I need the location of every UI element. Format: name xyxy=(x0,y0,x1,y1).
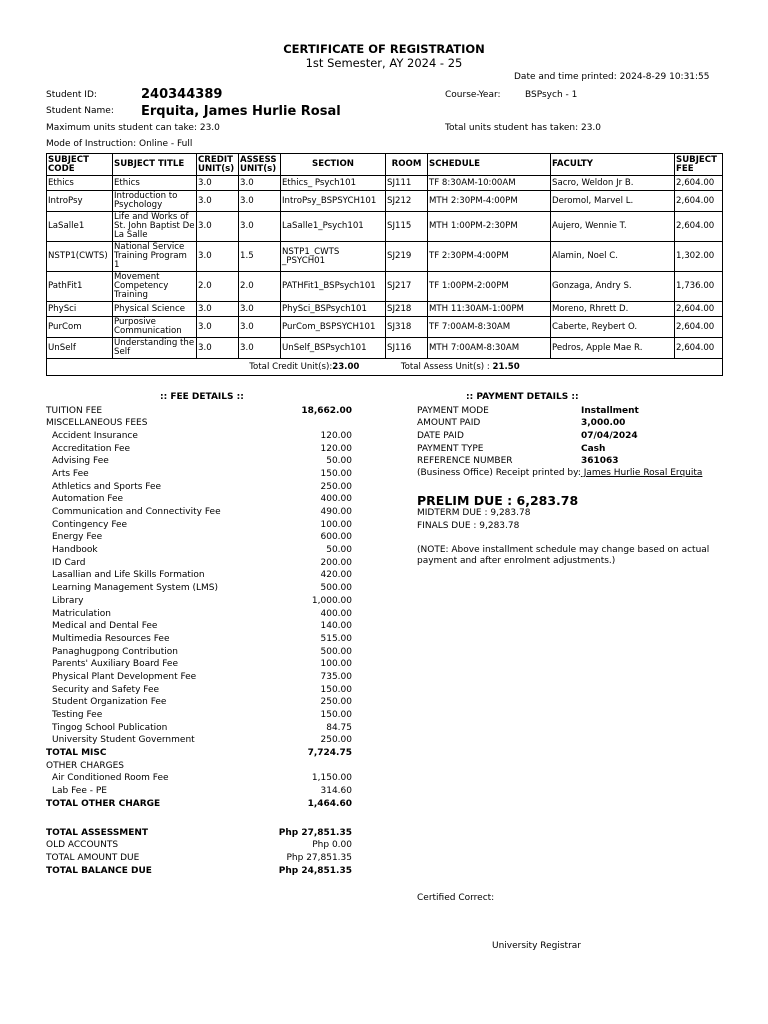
cell-faculty: Deromol, Marvel L. xyxy=(551,191,675,212)
fee-row xyxy=(46,734,352,747)
cell-room: SJ218 xyxy=(386,302,428,317)
fee-label: TOTAL OTHER CHARGE xyxy=(46,798,161,809)
cell-faculty: Alamin, Noel C. xyxy=(551,242,675,272)
payment-details-heading: :: PAYMENT DETAILS :: xyxy=(466,392,579,402)
fee-label: Arts Fee xyxy=(52,468,89,479)
cell-room: SJ217 xyxy=(386,272,428,302)
cell-title: Life and Works of St. John Baptist De La Salle xyxy=(114,212,195,240)
fee-amount: 200.00 xyxy=(320,557,352,568)
reference-number-label: REFERENCE NUMBER xyxy=(417,456,513,467)
fee-label: TUITION FEE xyxy=(46,405,103,416)
cell-section: UnSelf_BSPsych101 xyxy=(281,338,386,359)
fee-amount: 400.00 xyxy=(320,608,352,619)
fee-label: Matriculation xyxy=(52,608,111,619)
col-header-title: SUBJECT TITLE xyxy=(113,154,197,176)
total-units: Total units student has taken: 23.0 xyxy=(445,123,602,133)
cell-code: UnSelf xyxy=(47,338,113,359)
fee-label: Security and Safety Fee xyxy=(52,684,160,695)
col-header-code: SUBJECT CODE xyxy=(47,154,113,176)
cell-faculty: Gonzaga, Andry S. xyxy=(551,272,675,302)
fee-amount: 500.00 xyxy=(320,646,352,657)
fee-amount: 50.00 xyxy=(326,545,352,556)
fee-row xyxy=(46,684,352,697)
fee-label: Accreditation Fee xyxy=(52,443,131,454)
cell-section: PhySci_BSPsych101 xyxy=(281,302,386,317)
fee-label: MISCELLANEOUS FEES xyxy=(46,418,148,429)
cell-assess: 3.0 xyxy=(239,176,281,191)
fee-amount: Php 27,851.35 xyxy=(278,827,352,838)
totals-cell xyxy=(47,359,723,376)
table-totals-row xyxy=(47,359,723,376)
fee-amount: 7,724.75 xyxy=(307,748,352,759)
fee-row xyxy=(46,455,352,468)
table-row xyxy=(47,272,723,302)
cell-credit: 3.0 xyxy=(197,176,239,191)
fee-amount: Php 0.00 xyxy=(312,840,352,851)
fee-row-total-assessment xyxy=(46,827,352,840)
fee-amount: 1,464.60 xyxy=(307,798,352,809)
fee-amount: 250.00 xyxy=(320,481,352,492)
col-header-room: ROOM xyxy=(386,154,428,176)
reference-number-row xyxy=(417,455,717,468)
cell-schedule: TF 2:30PM-4:00PM xyxy=(428,242,551,272)
col-header-assess: ASSESS UNIT(s) xyxy=(239,154,281,176)
table-row xyxy=(47,176,723,191)
total-assess-value: 21.50 xyxy=(492,361,520,372)
fee-row-total-balance xyxy=(46,865,352,878)
cell-title: Purposive Communication xyxy=(113,317,197,338)
fee-amount: 735.00 xyxy=(320,671,352,682)
col-header-fee: SUBJECT FEE xyxy=(675,154,723,176)
fee-label: Athletics and Sports Fee xyxy=(52,481,162,492)
fee-label: Student Organization Fee xyxy=(52,697,167,708)
fee-row xyxy=(46,646,352,659)
fee-row xyxy=(46,544,352,557)
fee-label: University Student Government xyxy=(52,735,195,746)
fee-amount: 150.00 xyxy=(320,684,352,695)
date-printed: Date and time printed: 2024-8-29 10:31:55 xyxy=(514,72,710,82)
date-paid-row xyxy=(417,430,717,443)
student-id-label: Student ID: xyxy=(46,90,97,100)
cell-title: National Service Training Program 1 xyxy=(113,242,197,272)
fee-amount: Php 24,851.35 xyxy=(278,865,352,876)
fee-row-total-other xyxy=(46,798,352,811)
total-assess-label: Total Assess Unit(s) : xyxy=(400,361,490,372)
fee-row-misc-heading xyxy=(46,417,352,430)
fee-amount: Php 27,851.35 xyxy=(286,852,352,863)
cell-schedule: TF 8:30AM-10:00AM xyxy=(428,176,551,191)
fee-label: Testing Fee xyxy=(52,710,103,720)
course-year-value: BSPsych - 1 xyxy=(525,90,578,100)
fee-row xyxy=(46,481,352,494)
fee-label: OTHER CHARGES xyxy=(46,760,124,771)
cell-code: Ethics xyxy=(47,176,113,191)
fee-label: TOTAL ASSESSMENT xyxy=(46,827,149,838)
cell-credit: 3.0 xyxy=(197,302,239,317)
cell-assess: 3.0 xyxy=(239,212,281,242)
fee-label: Medical and Dental Fee xyxy=(52,621,158,632)
cell-faculty: Aujero, Wennie T. xyxy=(551,212,675,242)
cell-code: PathFit1 xyxy=(47,272,113,302)
fee-row-total-amount-due xyxy=(46,852,352,865)
student-id-value: 240344389 xyxy=(141,87,223,102)
cell-fee: 2,604.00 xyxy=(675,176,723,191)
cell-schedule: MTH 11:30AM-1:00PM xyxy=(428,302,551,317)
finals-due: FINALS DUE : 9,283.78 xyxy=(417,521,520,531)
cell-credit: 3.0 xyxy=(197,338,239,359)
cell-credit: 3.0 xyxy=(197,317,239,338)
fee-amount: 250.00 xyxy=(320,697,352,708)
date-paid-value: 07/04/2024 xyxy=(581,430,638,441)
fee-row-other-heading xyxy=(46,760,352,773)
fee-label: Contingency Fee xyxy=(52,519,128,530)
cell-title: Introduction to Psychology xyxy=(113,191,197,212)
cell-credit: 2.0 xyxy=(197,272,239,302)
fee-row xyxy=(46,493,352,506)
cell-title: Physical Science xyxy=(113,302,197,317)
fee-row xyxy=(46,430,352,443)
fee-label: OLD ACCOUNTS xyxy=(46,840,119,851)
payment-mode-row xyxy=(417,405,717,418)
table-header-row xyxy=(47,154,723,176)
cell-code: PhySci xyxy=(47,302,113,317)
fee-amount: 1,150.00 xyxy=(311,773,352,784)
fee-label: Automation Fee xyxy=(52,494,124,505)
amount-paid-value: 3,000.00 xyxy=(581,418,626,429)
cell-credit: 3.0 xyxy=(197,212,239,242)
fee-label: Physical Plant Development Fee xyxy=(52,671,197,682)
fee-amount: 250.00 xyxy=(320,735,352,746)
table-row xyxy=(47,317,723,338)
fee-amount: 140.00 xyxy=(320,621,352,632)
payment-mode-value: Installment xyxy=(581,405,639,416)
fee-row xyxy=(46,557,352,570)
cell-faculty: Caberte, Reybert O. xyxy=(551,317,675,338)
cell-code: NSTP1(CWTS) xyxy=(47,242,113,272)
fee-label: Air Conditioned Room Fee xyxy=(52,773,169,784)
payment-type-label: PAYMENT TYPE xyxy=(417,443,484,454)
amount-paid-label: AMOUNT PAID xyxy=(417,418,481,429)
table-row xyxy=(47,302,723,317)
fee-amount: 420.00 xyxy=(320,570,352,581)
fee-label: Multimedia Resources Fee xyxy=(52,633,170,644)
fee-label: TOTAL BALANCE DUE xyxy=(46,865,152,876)
cell-faculty: Sacro, Weldon Jr B. xyxy=(551,176,675,191)
fee-row xyxy=(46,722,352,735)
table-row xyxy=(47,212,723,242)
fee-row-tuition xyxy=(46,405,352,418)
fee-row xyxy=(46,608,352,621)
cell-schedule: TF 1:00PM-2:00PM xyxy=(428,272,551,302)
cell-schedule: TF 7:00AM-8:30AM xyxy=(428,317,551,338)
subjects-table xyxy=(46,153,723,376)
cell-section: IntroPsy_BSPSYCH101 xyxy=(281,191,386,212)
fee-amount: 490.00 xyxy=(320,507,352,517)
fee-label: Parents' Auxiliary Board Fee xyxy=(52,659,178,670)
cell-schedule: MTH 1:00PM-2:30PM xyxy=(428,212,551,242)
col-header-faculty: FACULTY xyxy=(551,154,675,176)
fee-label: Accident Insurance xyxy=(52,430,138,441)
cell-code: IntroPsy xyxy=(47,191,113,212)
cell-assess: 3.0 xyxy=(239,338,281,359)
fee-amount: 120.00 xyxy=(320,430,352,441)
receipt-label: (Business Office) Receipt printed by: xyxy=(417,468,581,478)
fee-label: Library xyxy=(52,595,84,606)
table-row xyxy=(47,242,723,272)
cell-fee: 2,604.00 xyxy=(675,317,723,338)
col-header-section: SECTION xyxy=(281,154,386,176)
fee-amount: 100.00 xyxy=(320,519,352,530)
cell-code: LaSalle1 xyxy=(47,212,113,242)
payment-mode-label: PAYMENT MODE xyxy=(417,405,489,416)
cell-room: SJ318 xyxy=(386,317,428,338)
fee-label: Advising Fee xyxy=(52,456,109,467)
fee-row xyxy=(46,519,352,532)
cell-credit: 3.0 xyxy=(197,242,239,272)
receipt-name: James Hurlie Rosal Erquita xyxy=(580,468,703,478)
cell-room: SJ219 xyxy=(386,242,428,272)
cell-room: SJ212 xyxy=(386,191,428,212)
cell-faculty: Moreno, Rhrett D. xyxy=(551,302,675,317)
cell-credit: 3.0 xyxy=(197,191,239,212)
cell-fee: 2,604.00 xyxy=(675,191,723,212)
fee-label: Communication and Connectivity Fee xyxy=(52,507,221,517)
fee-amount: 500.00 xyxy=(320,583,352,594)
fee-amount: 150.00 xyxy=(320,710,352,720)
prelim-due: PRELIM DUE : 6,283.78 xyxy=(417,493,579,508)
fee-amount: 600.00 xyxy=(320,532,352,543)
cell-room: SJ116 xyxy=(386,338,428,359)
fee-amount: 100.00 xyxy=(320,659,352,670)
fee-label: TOTAL MISC xyxy=(46,748,107,759)
amount-paid-row xyxy=(417,417,717,430)
cell-section: NSTP1_CWTS _PSYCH01 xyxy=(281,242,386,272)
cell-fee: 1,736.00 xyxy=(675,272,723,302)
cell-room: SJ111 xyxy=(386,176,428,191)
payment-type-value: Cash xyxy=(581,443,606,454)
fee-row xyxy=(46,582,352,595)
fee-amount: 1,000.00 xyxy=(311,595,352,606)
fee-amount: 314.60 xyxy=(320,786,352,797)
fee-row xyxy=(46,772,352,785)
fee-label: Tingog School Publication xyxy=(52,722,168,733)
fee-row xyxy=(46,468,352,481)
receipt-printed-by xyxy=(417,468,702,478)
fee-amount: 18,662.00 xyxy=(301,405,352,416)
cell-section: PurCom_BSPSYCH101 xyxy=(281,317,386,338)
fee-label: Energy Fee xyxy=(52,532,103,543)
cell-title: Understanding the Self xyxy=(113,338,197,359)
cell-schedule: MTH 2:30PM-4:00PM xyxy=(428,191,551,212)
midterm-due: MIDTERM DUE : 9,283.78 xyxy=(417,508,531,518)
cell-assess: 2.0 xyxy=(239,272,281,302)
table-row xyxy=(47,191,723,212)
fee-amount: 50.00 xyxy=(326,456,352,467)
installment-note: (NOTE: Above installment schedule may change based on actual payment and after enrolment adjustments.) xyxy=(417,545,710,566)
fee-label: Lasallian and Life Skills Formation xyxy=(52,570,205,581)
fee-amount: 400.00 xyxy=(320,494,352,505)
cell-room: SJ115 xyxy=(386,212,428,242)
fee-row-total-misc xyxy=(46,747,352,760)
total-credit-label: Total Credit Unit(s): xyxy=(249,361,333,372)
cell-fee: 1,302.00 xyxy=(675,242,723,272)
cell-schedule: MTH 7:00AM-8:30AM xyxy=(428,338,551,359)
cell-code: PurCom xyxy=(47,317,113,338)
fee-label: Handbook xyxy=(52,545,98,556)
fee-row xyxy=(46,595,352,608)
course-year-label: Course-Year: xyxy=(445,90,501,100)
fee-amount: 515.00 xyxy=(320,633,352,644)
cell-assess: 3.0 xyxy=(239,191,281,212)
fee-row xyxy=(46,658,352,671)
cell-assess: 3.0 xyxy=(239,302,281,317)
fee-row xyxy=(46,569,352,582)
payment-type-row xyxy=(417,443,717,456)
fee-row xyxy=(46,671,352,684)
reference-number-value: 361063 xyxy=(581,456,619,467)
cell-section: PATHFit1_BSPsych101 xyxy=(281,272,386,302)
fee-label: Panaghugpong Contribution xyxy=(52,646,178,657)
cell-section: LaSalle1_Psych101 xyxy=(281,212,386,242)
fee-label: Lab Fee - PE xyxy=(52,786,107,797)
fee-amount: 150.00 xyxy=(320,468,352,479)
total-credit-value: 23.00 xyxy=(332,361,360,372)
university-registrar: University Registrar xyxy=(492,941,581,951)
student-name-value: Erquita, James Hurlie Rosal xyxy=(141,104,341,119)
col-header-schedule: SCHEDULE xyxy=(428,154,551,176)
fee-row xyxy=(46,531,352,544)
fee-row xyxy=(46,696,352,709)
fee-details-list xyxy=(46,405,352,878)
fee-row xyxy=(46,506,352,519)
col-header-credit: CREDIT UNIT(s) xyxy=(197,154,239,176)
fee-amount: 120.00 xyxy=(320,443,352,454)
fee-row-old-accounts xyxy=(46,839,352,852)
table-row xyxy=(47,338,723,359)
document-subtitle: 1st Semester, AY 2024 - 25 xyxy=(305,56,463,70)
fee-amount: 84.75 xyxy=(326,722,352,733)
fee-label: Learning Management System (LMS) xyxy=(52,583,219,594)
cell-faculty: Pedros, Apple Mae R. xyxy=(551,338,675,359)
cell-title: Movement Competency Training xyxy=(113,272,197,302)
mode-of-instruction: Mode of Instruction: Online - Full xyxy=(46,139,193,149)
certified-correct: Certified Correct: xyxy=(417,893,495,903)
student-name-label: Student Name: xyxy=(46,106,114,116)
fee-details-heading: :: FEE DETAILS :: xyxy=(160,392,244,402)
max-units: Maximum units student can take: 23.0 xyxy=(46,123,220,133)
fee-row xyxy=(46,620,352,633)
cell-fee: 2,604.00 xyxy=(675,212,723,242)
fee-row xyxy=(46,633,352,646)
fee-row xyxy=(46,785,352,798)
cell-section: Ethics_ Psych101 xyxy=(281,176,386,191)
fee-label: TOTAL AMOUNT DUE xyxy=(46,852,140,863)
date-paid-label: DATE PAID xyxy=(417,430,464,441)
fee-row xyxy=(46,443,352,456)
cell-assess: 3.0 xyxy=(239,317,281,338)
cell-fee: 2,604.00 xyxy=(675,338,723,359)
cell-fee: 2,604.00 xyxy=(675,302,723,317)
fee-row xyxy=(46,709,352,722)
fee-label: ID Card xyxy=(52,557,86,568)
document-title: CERTIFICATE OF REGISTRATION xyxy=(283,42,485,56)
cell-title: Ethics xyxy=(113,176,197,191)
fee-spacer xyxy=(46,811,352,827)
cell-assess: 1.5 xyxy=(239,242,281,272)
